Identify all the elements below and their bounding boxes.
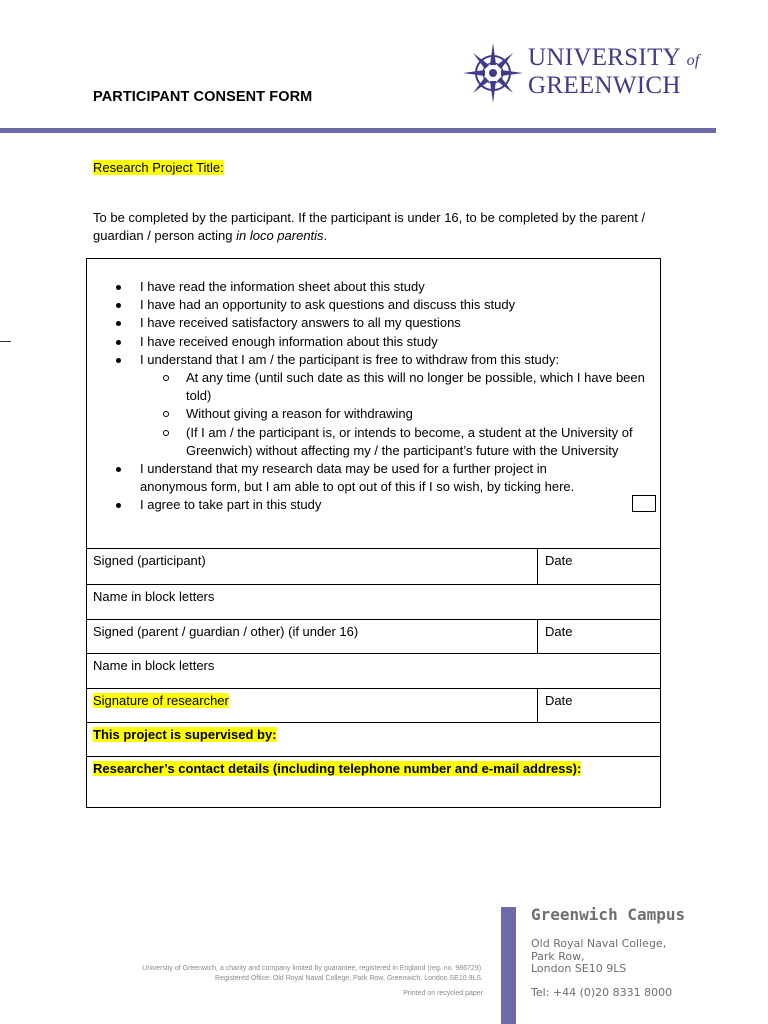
date-field[interactable]: Date [537, 549, 538, 584]
bullet-icon [116, 467, 121, 472]
contact-details-label: Researcher’s contact details (including telephone number and e-mail address): [93, 761, 582, 776]
signed-parent-label: Signed (parent / guardian / other) (if under 16) [93, 624, 359, 639]
bullet-icon [116, 303, 121, 308]
name-block-label: Name in block letters [93, 658, 215, 673]
contact-details-row[interactable] [86, 756, 661, 810]
bullet-icon [116, 358, 121, 363]
campus-telephone: Tel: +44 (0)20 8331 8000 [531, 986, 673, 999]
supervised-by-row[interactable] [86, 722, 661, 756]
name-block-label: Name in block letters [93, 589, 215, 604]
opt-out-checkbox[interactable] [632, 495, 656, 512]
logo-line-1: UNIVERSITY [528, 44, 681, 71]
university-logo [462, 42, 722, 106]
footer-accent-bar [501, 907, 516, 1024]
logo-of: of [686, 52, 700, 69]
university-wordmark [528, 45, 700, 98]
signed-participant-label: Signed (participant) [93, 553, 206, 568]
margin-mark [0, 341, 11, 342]
signature-researcher-label: Signature of researcher [93, 693, 229, 708]
signature-table [86, 548, 661, 810]
list-item: I have read the information sheet about this study [87, 278, 615, 296]
sub-list-item: Without giving a reason for withdrawing [87, 405, 646, 423]
circle-bullet-icon [163, 375, 169, 381]
list-item: I understand that my research data may be used for a further project in anonymous form, but I am able to opt out of this if I so wish, by ticking here. [87, 460, 615, 496]
name-block-row[interactable] [86, 653, 661, 688]
bullet-icon [116, 340, 121, 345]
legal-notice: University of Greenwich, a charity and company limited by guarantee, registered in England (reg. no. 986729). Registered Office: Old Royal Naval College, Park Row, Greenwich, London SE10 9LS. [142, 965, 483, 982]
name-block-row[interactable] [86, 584, 661, 619]
header-rule [0, 128, 716, 133]
consent-list [87, 278, 662, 515]
signed-participant-row[interactable] [86, 548, 661, 584]
signed-parent-row[interactable] [86, 619, 661, 653]
list-item: I have received satisfactory answers to all my questions [87, 314, 615, 332]
sub-list-item: At any time (until such date as this will no longer be possible, which I have been told) [87, 369, 646, 405]
compass-rose-icon [462, 42, 524, 104]
signature-researcher-row[interactable] [86, 688, 661, 722]
bullet-icon [116, 503, 121, 508]
list-item: I have had an opportunity to ask questions and discuss this study [87, 296, 615, 314]
circle-bullet-icon [163, 430, 169, 436]
list-item: I have received enough information about this study [87, 333, 615, 351]
date-field[interactable]: Date [537, 620, 538, 653]
bullet-icon [116, 285, 121, 290]
research-project-title-label[interactable]: Research Project Title: [93, 160, 224, 175]
logo-line-2: GREENWICH [528, 72, 681, 99]
supervised-by-label: This project is supervised by: [93, 727, 277, 742]
recycled-paper-note: Printed on recycled paper [403, 990, 483, 997]
campus-address: Old Royal Naval College, Park Row, London SE10 9LS [531, 937, 667, 975]
circle-bullet-icon [163, 411, 169, 417]
intro-instructions: To be completed by the participant. If the participant is under 16, to be completed by the parent / guardian / person acting in loco parentis. [93, 210, 646, 243]
campus-name: Greenwich Campus [531, 905, 686, 924]
list-item: I agree to take part in this study [87, 496, 615, 514]
form-title: PARTICIPANT CONSENT FORM [93, 89, 313, 105]
date-field[interactable]: Date [537, 689, 538, 722]
sub-list-item: (If I am / the participant is, or intends to become, a student at the University of Greenwich) without affecting my / the participant’s future with the University [87, 424, 646, 460]
bullet-icon [116, 321, 121, 326]
list-item: I understand that I am / the participant is free to withdraw from this study: [87, 351, 615, 369]
